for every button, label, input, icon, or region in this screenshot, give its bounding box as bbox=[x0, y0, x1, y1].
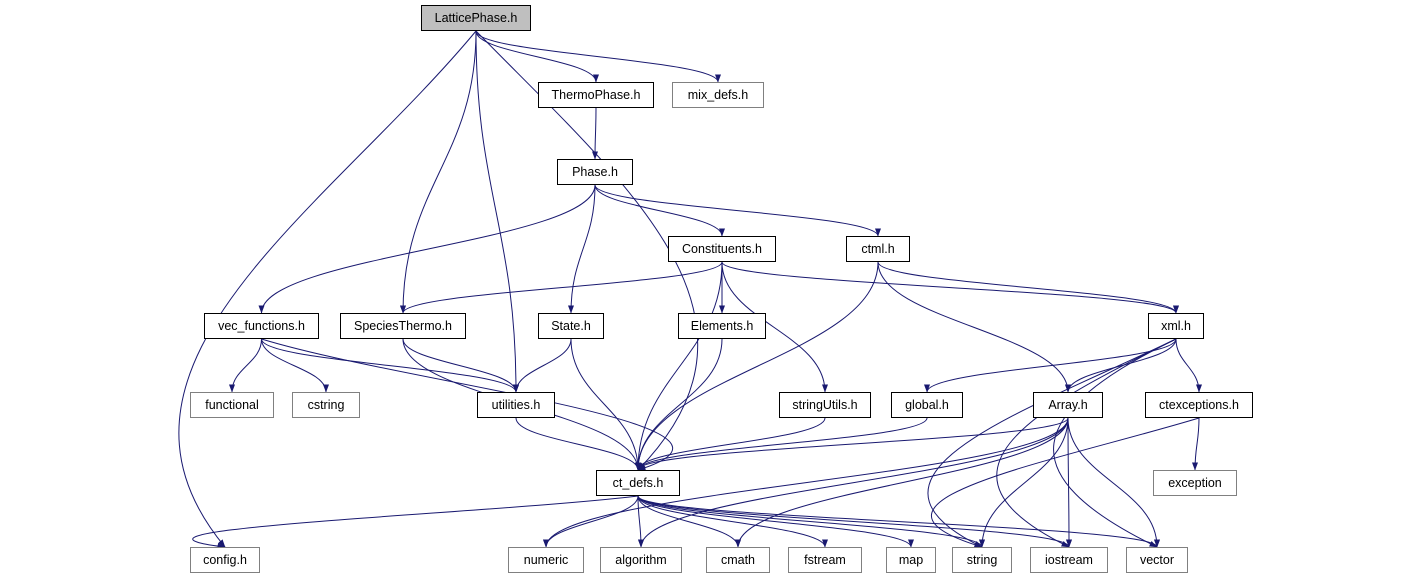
node-config-h[interactable]: config.h bbox=[190, 547, 260, 573]
edge-elements-to-ctdefs bbox=[638, 339, 722, 470]
edge-phase-to-constituents bbox=[595, 185, 722, 236]
edge-xml-to-ctexceptions bbox=[1176, 339, 1199, 392]
edge-ctdefs-to-config bbox=[193, 496, 638, 547]
edge-latticephase-to-config bbox=[179, 31, 476, 547]
node-xml-h[interactable]: xml.h bbox=[1148, 313, 1204, 339]
edge-utilities-to-ctdefs bbox=[516, 418, 638, 470]
node-cstring[interactable]: cstring bbox=[292, 392, 360, 418]
edge-global-to-ctdefs bbox=[638, 418, 927, 470]
node-latticephase-h[interactable]: LatticePhase.h bbox=[421, 5, 531, 31]
edge-phase-to-vecfunctions bbox=[262, 185, 596, 313]
node-numeric[interactable]: numeric bbox=[508, 547, 584, 573]
edge-ctdefs-to-iostream bbox=[638, 496, 1069, 547]
edge-xml-to-iostream bbox=[997, 339, 1176, 547]
edge-ctdefs-to-algorithm bbox=[638, 496, 641, 547]
edge-latticephase-to-mixdefs bbox=[476, 31, 718, 82]
node-ct-defs-h[interactable]: ct_defs.h bbox=[596, 470, 680, 496]
node-thermophase-h[interactable]: ThermoPhase.h bbox=[538, 82, 654, 108]
node-ctexceptions-h[interactable]: ctexceptions.h bbox=[1145, 392, 1253, 418]
edge-xml-to-array bbox=[1068, 339, 1176, 392]
node-algorithm[interactable]: algorithm bbox=[600, 547, 682, 573]
edge-xml-to-global bbox=[927, 339, 1176, 392]
edge-vecfunctions-to-cstring bbox=[262, 339, 327, 392]
edge-vecfunctions-to-functional bbox=[232, 339, 262, 392]
edge-xml-to-vector bbox=[1054, 339, 1176, 547]
edge-latticephase-to-speciesthermo bbox=[403, 31, 476, 313]
edge-array-to-string bbox=[982, 418, 1068, 547]
edge-array-to-vector bbox=[1068, 418, 1157, 547]
node-stringutils-h[interactable]: stringUtils.h bbox=[779, 392, 871, 418]
edge-ctml-to-array bbox=[878, 262, 1068, 392]
node-utilities-h[interactable]: utilities.h bbox=[477, 392, 555, 418]
edge-ctdefs-to-vector bbox=[638, 496, 1157, 547]
node-functional[interactable]: functional bbox=[190, 392, 274, 418]
edge-ctdefs-to-string bbox=[638, 496, 982, 547]
edge-array-to-cmath bbox=[738, 418, 1068, 547]
edge-phase-to-state bbox=[571, 185, 595, 313]
node-exception[interactable]: exception bbox=[1153, 470, 1237, 496]
edge-state-to-utilities bbox=[516, 339, 571, 392]
edge-speciesthermo-to-utilities bbox=[403, 339, 516, 392]
node-mix-defs-h[interactable]: mix_defs.h bbox=[672, 82, 764, 108]
edge-ctexceptions-to-exception bbox=[1195, 418, 1199, 470]
node-iostream[interactable]: iostream bbox=[1030, 547, 1108, 573]
node-ctml-h[interactable]: ctml.h bbox=[846, 236, 910, 262]
node-elements-h[interactable]: Elements.h bbox=[678, 313, 766, 339]
edge-xml-to-string bbox=[928, 339, 1176, 547]
node-map[interactable]: map bbox=[886, 547, 936, 573]
node-vec-functions-h[interactable]: vec_functions.h bbox=[204, 313, 319, 339]
node-cmath[interactable]: cmath bbox=[706, 547, 770, 573]
edge-ctml-to-ctdefs bbox=[638, 262, 878, 470]
edge-ctml-to-xml bbox=[878, 262, 1176, 313]
edge-array-to-ctdefs bbox=[638, 418, 1068, 470]
edge-latticephase-to-thermophase bbox=[476, 31, 596, 82]
edge-constituents-to-ctdefs bbox=[638, 262, 722, 470]
node-global-h[interactable]: global.h bbox=[891, 392, 963, 418]
edge-constituents-to-speciesthermo bbox=[403, 262, 722, 313]
edge-phase-to-ctml bbox=[595, 185, 878, 236]
edge-vecfunctions-to-utilities bbox=[262, 339, 517, 392]
node-state-h[interactable]: State.h bbox=[538, 313, 604, 339]
edge-latticephase-to-utilities bbox=[476, 31, 516, 392]
edge-thermophase-to-phase bbox=[595, 108, 596, 159]
edge-ctdefs-to-fstream bbox=[638, 496, 825, 547]
edge-stringutils-to-ctdefs bbox=[638, 418, 825, 470]
edge-ctdefs-to-cmath bbox=[638, 496, 738, 547]
node-speciesthermo-h[interactable]: SpeciesThermo.h bbox=[340, 313, 466, 339]
node-phase-h[interactable]: Phase.h bbox=[557, 159, 633, 185]
node-string[interactable]: string bbox=[952, 547, 1012, 573]
node-constituents-h[interactable]: Constituents.h bbox=[668, 236, 776, 262]
node-vector[interactable]: vector bbox=[1126, 547, 1188, 573]
node-array-h[interactable]: Array.h bbox=[1033, 392, 1103, 418]
edge-array-to-iostream bbox=[1068, 418, 1069, 547]
node-fstream[interactable]: fstream bbox=[788, 547, 862, 573]
edge-ctdefs-to-numeric bbox=[546, 496, 638, 547]
edge-state-to-ctdefs bbox=[571, 339, 638, 470]
edge-ctdefs-to-map bbox=[638, 496, 911, 547]
edge-constituents-to-xml bbox=[722, 262, 1176, 313]
edge-array-to-algorithm bbox=[641, 418, 1068, 547]
